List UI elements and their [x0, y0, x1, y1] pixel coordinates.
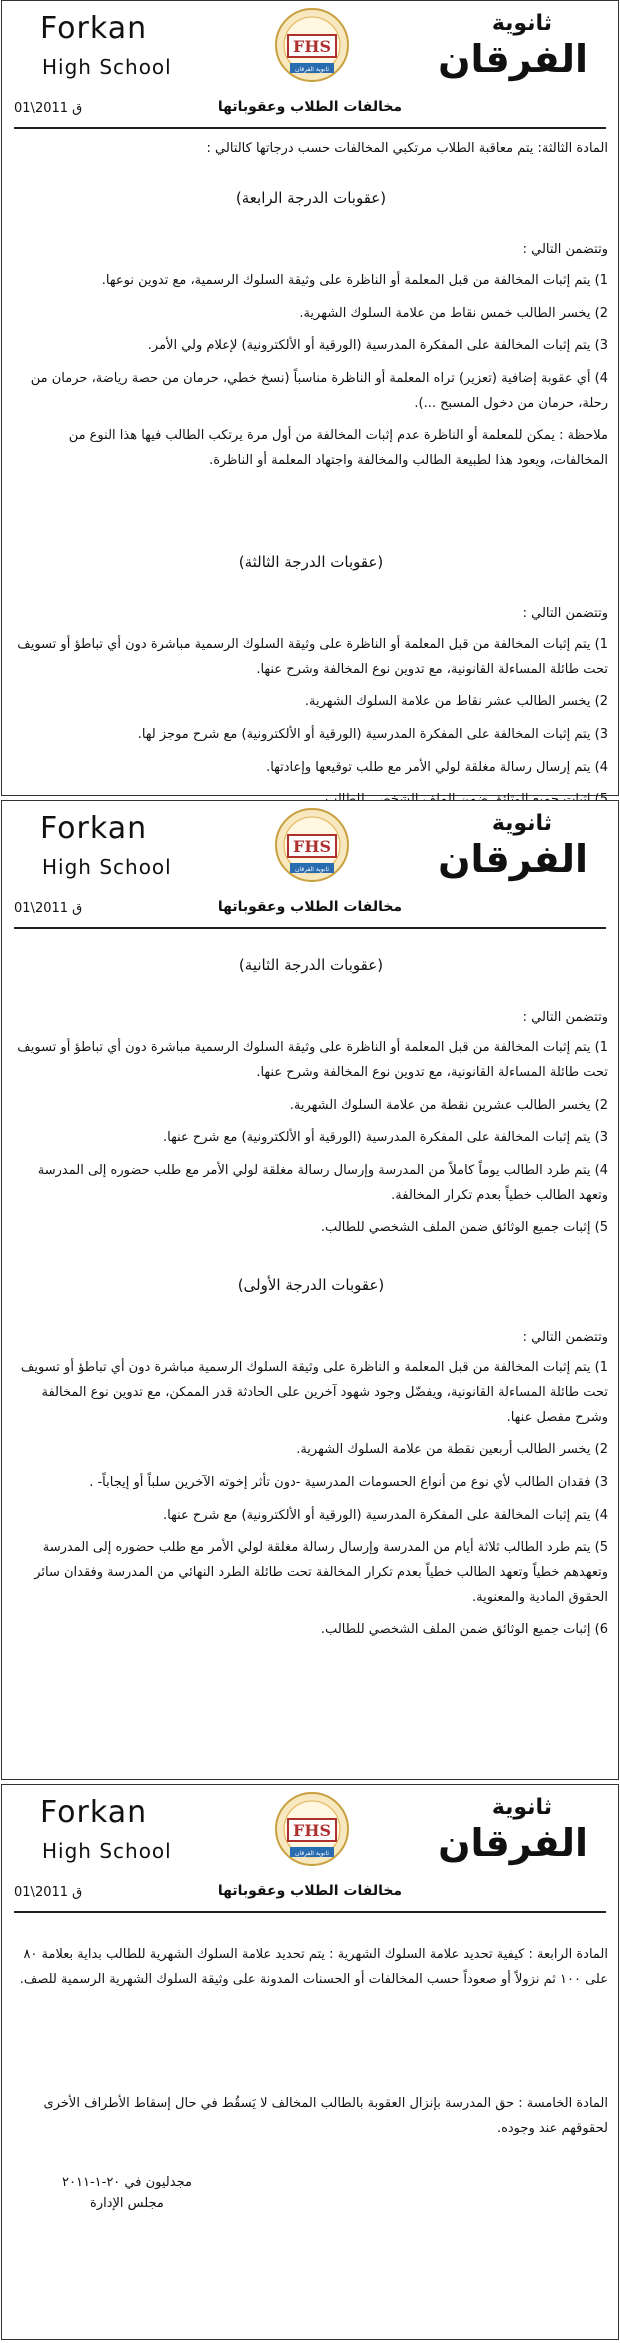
- doc-title: مخالفات الطلاب وعقوباتها: [217, 99, 403, 115]
- signature-council: مجلس الإدارة: [90, 2196, 164, 2211]
- school-en-subtitle: High School: [42, 55, 172, 79]
- degree-3-item: 1) يتم إثبات المخالفة من قبل المعلمة أو الناظرة على وثيقة السلوك الرسمية مباشرة دون أي تباطؤ أو تسويف تحت طائلة المساءلة القانونية، مع تدوين نوع المخالفة وشرح عنها.: [17, 636, 608, 677]
- doc-subheader: [2, 1877, 618, 1913]
- school-ar-small: ثانوية: [491, 1795, 552, 1820]
- page-1-body: [2, 137, 618, 813]
- degree-2-intro: وتتضمن التالي :: [522, 1009, 608, 1025]
- doc-subheader: [2, 893, 618, 929]
- degree-3-item: 4) يتم إرسال رسالة مغلقة لولي الأمر مع طلب توقيعها وإعادتها.: [266, 759, 608, 775]
- doc-date: ق 2011\01: [14, 1885, 83, 1900]
- doc-subheader: [2, 93, 618, 129]
- degree-1-item: 5) يتم طرد الطالب ثلاثة أيام من المدرسة وإرسال رسالة مغلقة لولي الأمر مع طلب حضوره إلى المدرسة وتعهدهم خطياً وتعهد الطالب خطياً بعدم تكرار المخالفة تحت طائلة الطرد النهائي من المدرسة وفقدان سائر الحقوق المادية والمعنوية.: [34, 1540, 608, 1605]
- page-header: [2, 1, 618, 93]
- doc-date: ق 2011\01: [14, 101, 83, 116]
- school-en-subtitle: High School: [42, 1839, 172, 1863]
- degree-1-item: 3) فقدان الطالب لأي نوع من أنواع الحسومات المدرسية -دون تأثر إخوته الآخرين سلباً أو إيجاباً- .: [89, 1474, 608, 1490]
- degree-1-intro: وتتضمن التالي :: [522, 1329, 608, 1345]
- degree-4-item: 3) يتم إثبات المخالفة على المفكرة المدرسية (الورقية أو الألكترونية) لإعلام ولي الأمر.: [147, 338, 608, 354]
- svg-text:FHS: FHS: [292, 837, 332, 856]
- page-header: [2, 1785, 618, 1877]
- school-en-name: Forkan: [40, 1795, 148, 1830]
- doc-title: مخالفات الطلاب وعقوباتها: [217, 1883, 403, 1899]
- school-logo: [272, 5, 352, 89]
- page-2: [1, 800, 619, 1780]
- degree-2-item: 3) يتم إثبات المخالفة على المفكرة المدرسية (الورقية أو الألكترونية) مع شرح عنها.: [163, 1130, 608, 1146]
- degree-2-item: 2) يخسر الطالب عشرين نقطة من علامة السلوك الشهرية.: [289, 1097, 608, 1113]
- degree-4-item: 2) يخسر الطالب خمس نقاط من علامة السلوك الشهرية.: [299, 305, 608, 321]
- school-en-subtitle: High School: [42, 855, 172, 879]
- degree-4-note: ملاحظة : يمكن للمعلمة أو الناظرة عدم إثبات المخالفة من أول مرة يرتكب الطالب فيها هذا النوع من المخالفات، ويعود هذا لطبيعة الطالب والمخالفة واجتهاد المعلمة أو الناظرة.: [68, 428, 608, 468]
- header-divider: [14, 927, 606, 929]
- svg-text:ثانوية الفرقان: ثانوية الفرقان: [294, 1850, 330, 1857]
- school-ar-name: الفرقان: [438, 37, 588, 81]
- degree-3-intro: وتتضمن التالي :: [522, 606, 608, 622]
- degree-1-item: 1) يتم إثبات المخالفة من قبل المعلمة و الناظرة على وثيقة السلوك الرسمية مباشرة دون أي تباطؤ أو تسويف تحت طائلة المساءلة القانونية، ويفضّل وجود شهود آخرين على الحادثة قدر الممكن، مع تدوين نوع المخالفة وشرح مفصل عنها.: [20, 1360, 608, 1425]
- article-3: المادة الثالثة: يتم معاقبة الطلاب مرتكبي المخالفات حسب درجاتها كالتالي :: [206, 141, 608, 156]
- degree-2-title: (عقوبات الدرجة الثانية): [238, 956, 384, 974]
- school-en-name: Forkan: [40, 811, 148, 846]
- school-ar-small: ثانوية: [491, 811, 552, 836]
- doc-title: مخالفات الطلاب وعقوباتها: [217, 899, 403, 915]
- header-divider: [14, 127, 606, 129]
- svg-text:ثانوية الفرقان: ثانوية الفرقان: [294, 866, 330, 873]
- doc-date: ق 2011\01: [14, 901, 83, 916]
- article-5: المادة الخامسة : حق المدرسة بإنزال العقوبة بالطالب المخالف لا يَسقُط في حال إسقاط الأطراف الأخرى لحقوقهم عند وجوده.: [43, 2096, 608, 2137]
- degree-2-item: 1) يتم إثبات المخالفة من قبل المعلمة أو الناظرة على وثيقة السلوك الرسمية مباشرة دون أي تباطؤ أو تسويف تحت طائلة المساءلة القانونية، مع تدوين نوع المخالفة وشرح عنها.: [17, 1040, 608, 1080]
- page-3-body: [2, 1913, 618, 2142]
- degree-3-title: (عقوبات الدرجة الثالثة): [238, 552, 384, 571]
- degree-3-item: 2) يخسر الطالب عشر نقاط من علامة السلوك الشهرية.: [304, 694, 608, 710]
- page-2-body: [2, 951, 618, 1643]
- school-ar-small: ثانوية: [491, 11, 552, 36]
- svg-text:FHS: FHS: [292, 1821, 332, 1840]
- school-en-name: Forkan: [40, 11, 148, 46]
- degree-1-item: 6) إثبات جميع الوثائق ضمن الملف الشخصي للطالب.: [320, 1622, 608, 1638]
- signature-date: مجدليون في ٢٠-١-٢٠١١: [62, 2175, 192, 2190]
- degree-4-title: (عقوبات الدرجة الرابعة): [235, 188, 387, 207]
- svg-text:FHS: FHS: [292, 37, 332, 56]
- article-4: المادة الرابعة : كيفية تحديد علامة السلوك الشهرية : يتم تحديد علامة السلوك الشهرية للطالب بداية بعلامة ٨٠ على ١٠٠ ثم نزولاً أو صعوداً حسب المخالفات أو الحسنات المدونة على وثيقة السلوك الشهرية الرسمية للصف.: [19, 1947, 608, 1987]
- degree-4-item: 4) أي عقوبة إضافية (تعزير) تراه المعلمة أو الناظرة مناسباً (نسخ خطي، حرمان من حصة رياضة، حرمان من رحلة، حرمان من دخول المسبح ...).: [30, 370, 608, 411]
- degree-4-item: 1) يتم إثبات المخالفة من قبل المعلمة أو الناظرة على وثيقة السلوك الرسمية، مع تدوين نوعها.: [101, 272, 608, 288]
- degree-1-item: 4) يتم إثبات المخالفة على المفكرة المدرسية (الورقية أو الألكترونية) مع شرح عنها.: [163, 1507, 608, 1523]
- school-logo: [272, 1789, 352, 1873]
- svg-text:ثانوية الفرقان: ثانوية الفرقان: [294, 66, 330, 73]
- page-3: [1, 1784, 619, 2340]
- school-ar-name: الفرقان: [438, 837, 588, 881]
- degree-4-intro: وتتضمن التالي :: [522, 242, 608, 258]
- degree-2-item: 4) يتم طرد الطالب يوماً كاملاً من المدرسة وإرسال رسالة مغلقة لولي الأمر مع طلب حضوره إلى المدرسة وتعهد الطالب خطياً بعدم تكرار المخالفة.: [37, 1162, 608, 1203]
- page-header: [2, 801, 618, 893]
- degree-3-item: 3) يتم إثبات المخالفة على المفكرة المدرسية (الورقية أو الألكترونية) مع شرح موجز لها.: [137, 726, 608, 742]
- page-1: [1, 0, 619, 796]
- signature-block: [62, 2175, 192, 2211]
- school-logo: [272, 805, 352, 889]
- degree-2-item: 5) إثبات جميع الوثائق ضمن الملف الشخصي للطالب.: [320, 1220, 608, 1236]
- school-ar-name: الفرقان: [438, 1821, 588, 1865]
- degree-1-title: (عقوبات الدرجة الأولى): [237, 1276, 385, 1294]
- header-divider: [14, 1911, 606, 1913]
- degree-1-item: 2) يخسر الطالب أربعين نقطة من علامة السلوك الشهرية.: [296, 1442, 608, 1458]
